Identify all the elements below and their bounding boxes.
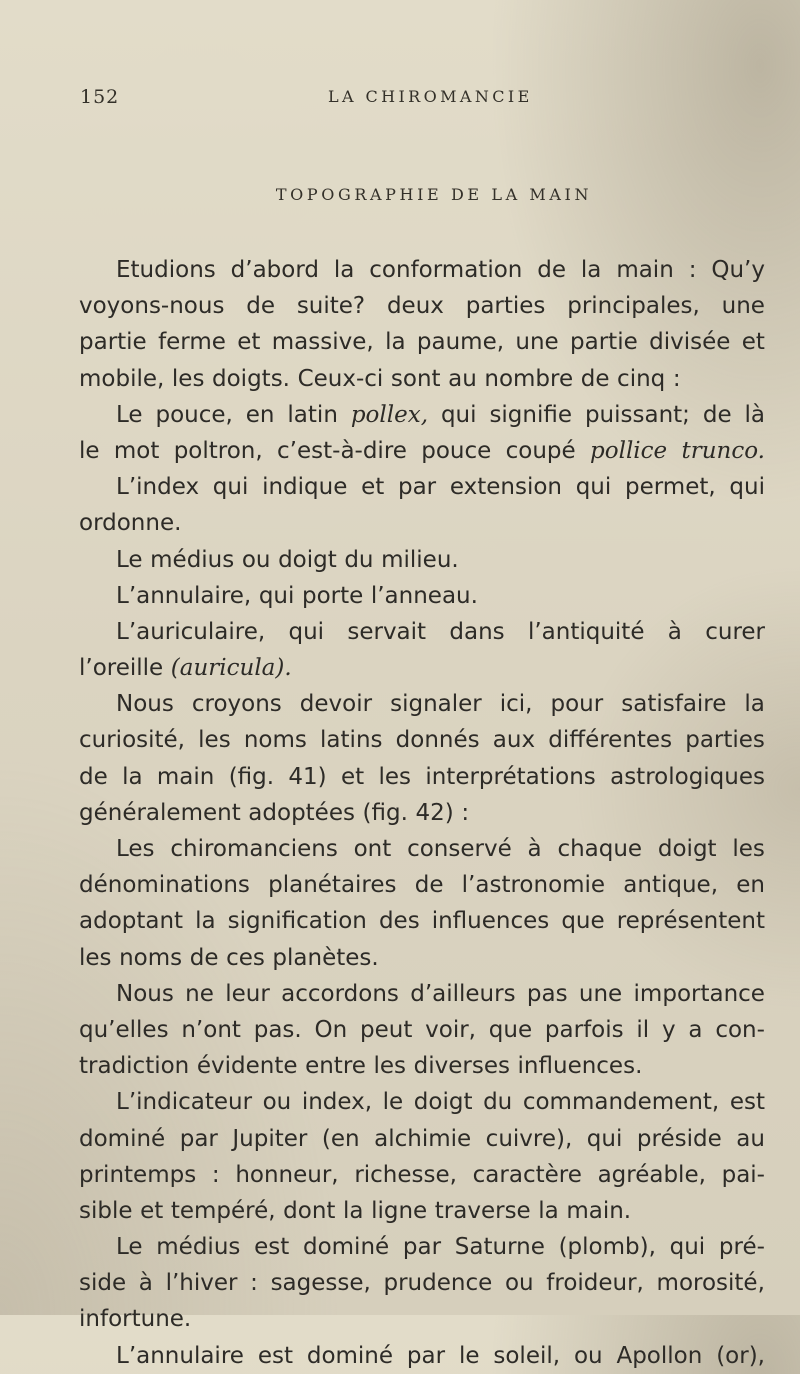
word: représentent <box>616 908 765 935</box>
word: tempéré, <box>170 1197 276 1224</box>
word: dominé <box>306 1342 394 1369</box>
word: chiromanciens <box>170 836 338 862</box>
word: servait <box>347 618 427 645</box>
text-line <box>79 1157 765 1193</box>
word: que <box>488 1016 533 1043</box>
text-line <box>79 1012 765 1048</box>
word: voir, <box>425 1016 476 1043</box>
word: mobile, <box>79 365 165 392</box>
word: agréable, <box>597 1161 706 1188</box>
word: la <box>538 1197 559 1224</box>
word: planètes. <box>272 944 379 971</box>
word: la <box>744 691 765 718</box>
word: qu’elles <box>79 1016 169 1043</box>
word: au <box>448 365 477 392</box>
word: (or), <box>716 1342 765 1369</box>
word: pouce <box>421 437 492 464</box>
word: influences. <box>517 1053 643 1080</box>
word: influences <box>431 908 550 935</box>
word: et <box>340 763 365 790</box>
word: ici, <box>499 691 533 718</box>
word: en <box>736 872 765 899</box>
word: principales, <box>567 293 700 320</box>
word: c’est-à-dire <box>277 437 407 464</box>
word: prudence <box>383 1270 493 1297</box>
word: généralement <box>79 799 241 826</box>
text-line <box>79 324 765 360</box>
word: : <box>211 1161 220 1188</box>
word: pouce, <box>155 401 233 428</box>
word: morosité, <box>656 1270 765 1297</box>
word: les <box>79 944 112 971</box>
word: ou <box>262 1089 292 1116</box>
word: et <box>140 1197 164 1224</box>
text-line <box>79 1193 765 1229</box>
word: astrologiques <box>610 763 765 790</box>
word: voyons-nous <box>79 293 225 320</box>
text-line <box>79 1084 765 1120</box>
running-title: LA CHIROMANCIE <box>328 87 533 106</box>
word: adoptées <box>248 799 355 826</box>
word: et <box>741 329 765 356</box>
text-line <box>79 1265 765 1301</box>
word: caractère <box>472 1161 582 1188</box>
word: l’anneau. <box>370 582 478 609</box>
word: de <box>414 872 444 899</box>
word: là <box>744 401 765 428</box>
word: par <box>406 1342 446 1369</box>
word: main <box>616 257 674 283</box>
text-line <box>79 686 765 722</box>
word: ligne <box>371 1197 428 1224</box>
word: une <box>721 293 765 320</box>
text-line <box>79 614 765 650</box>
word: la <box>333 257 355 283</box>
word: qui <box>586 1125 623 1152</box>
word: richesse, <box>354 1161 457 1188</box>
text-line <box>79 795 765 831</box>
word: n’ont <box>181 1016 241 1043</box>
text-line <box>79 505 765 541</box>
word: à <box>667 618 682 645</box>
word: side <box>79 1270 127 1297</box>
word: est <box>254 1234 290 1261</box>
word: de <box>702 401 732 428</box>
word: y <box>662 1016 676 1043</box>
word: index, <box>301 1089 373 1116</box>
word: Ceux-ci <box>297 365 384 392</box>
word: signifie <box>489 401 573 428</box>
word: du <box>483 1089 513 1116</box>
word: divisée <box>649 329 731 356</box>
word: Saturne <box>454 1234 545 1261</box>
text-line <box>79 397 765 433</box>
word: en <box>245 401 275 428</box>
word: noms <box>243 727 307 754</box>
word: doigt <box>657 836 717 862</box>
italic-word: pollice <box>590 437 668 464</box>
text-line <box>79 469 765 505</box>
word: qui <box>729 474 765 501</box>
word: dominé <box>302 1234 390 1261</box>
word: de <box>79 763 108 790</box>
word: curer <box>705 618 765 645</box>
word: planétaires <box>268 872 397 899</box>
word: infortune. <box>79 1306 192 1333</box>
text-line <box>79 1229 765 1265</box>
word: 42) <box>415 799 454 826</box>
word: Les <box>116 836 155 862</box>
word: pas <box>526 980 568 1007</box>
word: les <box>373 1053 407 1080</box>
word: sible <box>79 1197 133 1224</box>
word: leur <box>225 980 270 1007</box>
word: une <box>515 329 559 356</box>
word: des <box>378 908 420 935</box>
word: est <box>729 1089 765 1116</box>
text-line <box>79 1048 765 1084</box>
word: du <box>344 546 374 573</box>
section-title: TOPOGRAPHIE DE LA MAIN <box>275 185 593 204</box>
word: L’indicateur <box>116 1089 253 1116</box>
word: qui <box>440 401 477 428</box>
word: il <box>636 1016 650 1043</box>
word: pré- <box>718 1234 765 1261</box>
word: est <box>257 1342 293 1369</box>
word: l’oreille <box>79 655 164 682</box>
word: que <box>561 908 605 935</box>
word: par <box>179 1125 218 1152</box>
word: nombre <box>484 365 574 392</box>
word: à <box>138 1270 153 1297</box>
word: doigts. <box>212 365 290 392</box>
word: doigt <box>278 546 337 573</box>
word: curiosité, <box>79 727 185 754</box>
word: par <box>397 474 437 501</box>
word: noms <box>119 944 183 971</box>
word: ou <box>573 1342 603 1369</box>
word: accordons <box>281 980 399 1007</box>
word: Qu’y <box>711 257 765 283</box>
word: les <box>198 727 231 754</box>
word: médius <box>150 546 235 573</box>
word: dénominations <box>79 872 250 899</box>
page-number: 152 <box>80 86 120 108</box>
word: évidente <box>196 1053 298 1080</box>
word: et <box>361 474 385 501</box>
word: qui <box>575 474 612 501</box>
text-line <box>79 1121 765 1157</box>
word: honneur, <box>235 1161 339 1188</box>
word: une <box>578 980 623 1007</box>
word: l’hiver <box>165 1270 238 1297</box>
word: interprétations <box>425 763 596 790</box>
word: porte <box>301 582 364 609</box>
word: sagesse, <box>270 1270 371 1297</box>
word: latin <box>287 401 338 428</box>
word: signification <box>227 908 367 935</box>
word: différentes <box>548 727 673 754</box>
text-line <box>79 940 765 976</box>
word: poltron, <box>173 437 263 464</box>
word: L’auriculaire, <box>116 618 266 645</box>
word: conservé <box>407 836 512 862</box>
word: (fig. <box>362 799 408 826</box>
word: satisfaire <box>621 691 727 718</box>
word: qui <box>669 1234 706 1261</box>
word: tradiction <box>79 1053 190 1080</box>
word: Le <box>116 401 143 428</box>
text-line <box>79 542 765 578</box>
word: de <box>246 293 275 320</box>
running-header <box>80 86 770 116</box>
word: parties <box>465 293 546 320</box>
word: mot <box>113 437 160 464</box>
italic-word: trunco. <box>681 437 765 464</box>
word: aux <box>492 727 536 754</box>
text-line <box>79 578 765 614</box>
text-line <box>79 722 765 758</box>
word: ordonne. <box>79 510 182 537</box>
text-line <box>79 759 765 795</box>
word: de <box>537 257 567 283</box>
text-line <box>79 650 765 686</box>
text-line <box>79 976 765 1012</box>
word: la <box>580 257 602 283</box>
word: froideur, <box>546 1270 644 1297</box>
word: la <box>385 329 406 356</box>
word: conformation <box>369 257 523 283</box>
word: massive, <box>271 329 374 356</box>
word: d’abord <box>230 257 319 283</box>
word: soleil, <box>493 1342 561 1369</box>
word: qui <box>288 618 325 645</box>
word: 41) <box>288 763 327 790</box>
word: l’antiquité <box>527 618 645 645</box>
word: le <box>458 1342 480 1369</box>
word: ou <box>504 1270 534 1297</box>
word: Nous <box>116 980 174 1007</box>
word: L’annulaire <box>116 1342 244 1369</box>
word: doigt <box>413 1089 473 1116</box>
word: main <box>156 763 215 790</box>
word: les <box>378 763 411 790</box>
word: ferme <box>158 329 226 356</box>
word: milieu. <box>381 546 459 573</box>
word: le <box>382 1089 404 1116</box>
word: traverse <box>434 1197 531 1224</box>
word: L’annulaire, <box>116 582 252 609</box>
word: entre <box>305 1053 366 1080</box>
word: pour <box>550 691 604 718</box>
word: croyons <box>191 691 282 718</box>
word: qui <box>258 582 295 609</box>
word: les <box>732 836 765 862</box>
word: diverses <box>413 1053 510 1080</box>
word: dans <box>449 618 505 645</box>
word: suite? <box>296 293 366 320</box>
text-line <box>79 867 765 903</box>
word: antique, <box>623 872 719 899</box>
word: latins <box>320 727 383 754</box>
word: partie <box>570 329 638 356</box>
word: au <box>736 1125 765 1152</box>
word: Nous <box>116 691 174 718</box>
word: parties <box>685 727 765 754</box>
word: sont <box>390 365 441 392</box>
word: : <box>250 1270 258 1297</box>
word: de <box>189 944 219 971</box>
text-line <box>79 433 765 469</box>
italic-word: (auricula). <box>170 655 292 682</box>
word: la <box>122 763 143 790</box>
word: : <box>688 257 697 283</box>
word: chaque <box>557 836 643 862</box>
word: deux <box>386 293 444 320</box>
word: par <box>402 1234 442 1261</box>
word: Le <box>116 546 143 573</box>
word: pas. <box>253 1016 302 1043</box>
word: dominé <box>79 1125 166 1152</box>
word: printemps <box>79 1161 197 1188</box>
word: Le <box>116 1234 143 1261</box>
word: con- <box>715 1016 765 1043</box>
word: (en <box>321 1125 360 1152</box>
word: signaler <box>390 691 482 718</box>
word: la <box>343 1197 364 1224</box>
text-line <box>79 288 765 324</box>
word: paume, <box>416 329 505 356</box>
word: les <box>171 365 205 392</box>
text-line <box>79 831 765 867</box>
word: Jupiter <box>232 1125 308 1152</box>
word: de <box>580 365 610 392</box>
word: et <box>237 329 261 356</box>
word: parfois <box>544 1016 624 1043</box>
word: : <box>672 365 681 392</box>
word: ou <box>241 546 271 573</box>
word: cinq <box>617 365 666 392</box>
word: (fig. <box>228 763 275 790</box>
word: qui <box>212 474 249 501</box>
body-text <box>79 252 765 1374</box>
word: alchimie <box>374 1125 472 1152</box>
word: partie <box>79 329 147 356</box>
text-line <box>79 1301 765 1337</box>
word: indique <box>262 474 348 501</box>
word: à <box>527 836 542 862</box>
word: médius <box>156 1234 241 1261</box>
word: devoir <box>299 691 373 718</box>
word: dont <box>283 1197 336 1224</box>
word: d’ailleurs <box>410 980 516 1007</box>
word: ne <box>185 980 214 1007</box>
text-line <box>79 1338 765 1374</box>
word: cuivre), <box>485 1125 573 1152</box>
word: On <box>314 1016 348 1043</box>
word: préside <box>636 1125 722 1152</box>
word: importance <box>633 980 765 1007</box>
text-line <box>79 361 765 397</box>
word: Etudions <box>116 257 216 283</box>
word: ont <box>353 836 392 862</box>
text-line <box>79 903 765 939</box>
word: Apollon <box>616 1342 703 1369</box>
word: coupé <box>505 437 576 464</box>
word: main. <box>566 1197 632 1224</box>
word: donnés <box>395 727 480 754</box>
word: le <box>79 437 100 464</box>
word: : <box>461 799 470 826</box>
word: adoptant <box>79 908 184 935</box>
word: (plomb), <box>558 1234 656 1261</box>
word: la <box>195 908 216 935</box>
text-line <box>79 252 765 288</box>
word: commandement, <box>522 1089 720 1116</box>
word: L’index <box>116 474 200 501</box>
word: extension <box>449 474 562 501</box>
word: a <box>688 1016 703 1043</box>
word: peut <box>360 1016 413 1043</box>
italic-word: pollex, <box>350 401 429 428</box>
word: puissant; <box>584 401 690 428</box>
word: l’astronomie <box>461 872 606 899</box>
word: permet, <box>625 474 716 501</box>
word: pai- <box>721 1161 765 1188</box>
word: ces <box>226 944 265 971</box>
